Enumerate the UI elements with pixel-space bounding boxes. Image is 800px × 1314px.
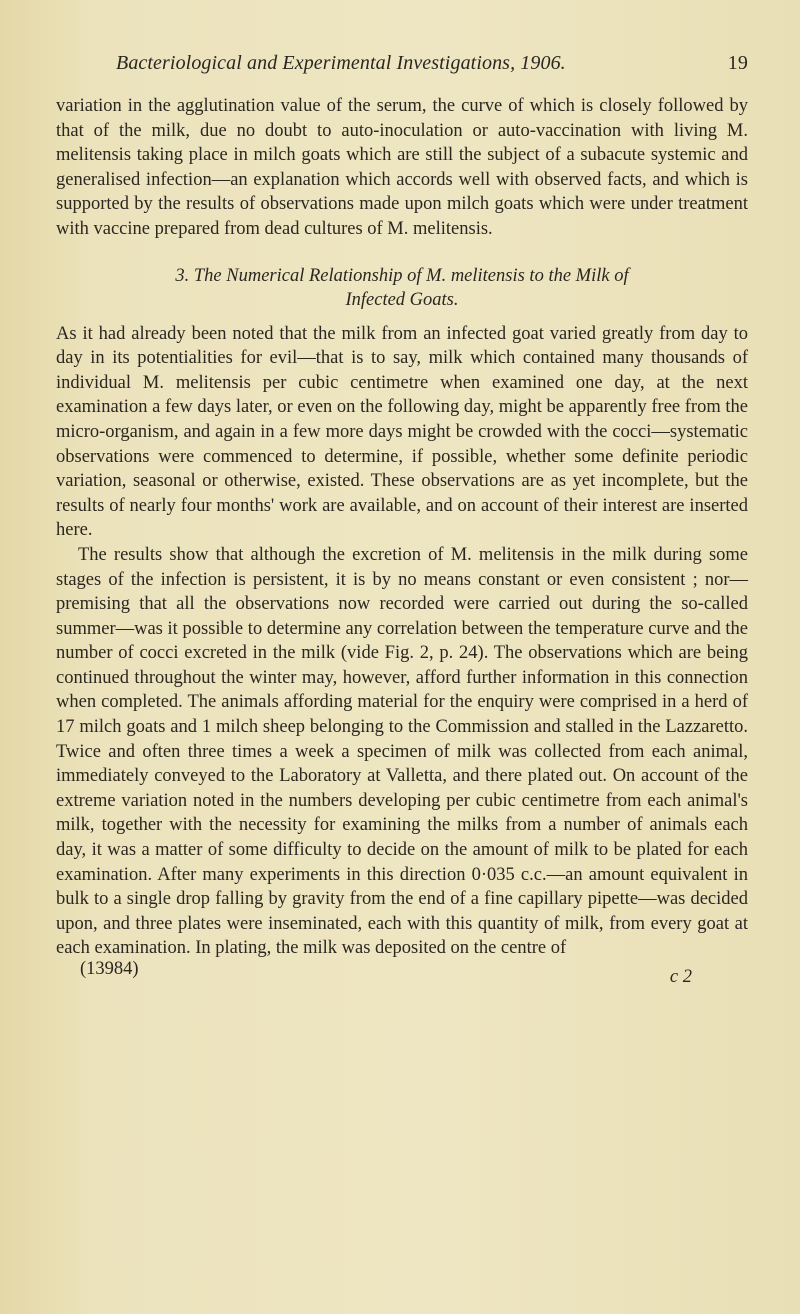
paragraph-2: As it had already been noted that the milk from an infected goat varied greatly from day to day in its potentialities for evil—that is to say, milk which contained many thousands of individual M. melitensis per cubic centimetre when examined one day, at the next examination a few days later, or even on the following day, might be apparently free from the micro-organism, and again in a few more days might be crowded with the cocci—systematic observations were commenced to determine, if possible, whether some definite periodic variation, seasonal or otherwise, existed. These observations are as yet incomplete, but the results of nearly four months' work are available, and on account of their interest are inserted here. <box>56 323 748 541</box>
section-heading-line-1: 3. The Numerical Relationship of M. melitensis to the Milk of <box>175 265 629 286</box>
section-heading <box>56 264 748 312</box>
page-footer <box>56 959 748 989</box>
running-head <box>116 52 748 82</box>
page-number: 19 <box>727 52 748 74</box>
printer-signature: (13984) <box>80 959 139 979</box>
sheet-mark: c 2 <box>669 967 692 987</box>
running-title: Bacteriological and Experimental Investigations, 1906. <box>116 52 566 74</box>
paragraph-3: The results show that although the excretion of M. melitensis in the milk during some stages of the infection is persistent, it is by no means constant or even consistent ; nor—premising that all the observations now recorded were carried out during the so-called summer—was it possible to determine any correlation between the temperature curve and the number of cocci excreted in the milk (vide Fig. 2, p. 24). The observations which are being continued throughout the winter may, however, afford further information in this connection when completed. The animals affording material for the enquiry were comprised in a herd of 17 milch goats and 1 milch sheep belonging to the Commission and stalled in the Lazzaretto. Twice and often three times a week a specimen of milk was collected from each animal, immediately conveyed to the Laboratory at Valletta, and there plated out. On account of the extreme variation noted in the numbers developing per cubic centimetre from each animal's milk, together with the necessity for examining the milks from a number of animals each day, it was a matter of some difficulty to decide on the amount of milk to be plated for each examination. After many experiments in this direction 0·035 c.c.—an amount equivalent in bulk to a single drop falling by gravity from the end of a fine capillary pipette—was decided upon, and three plates were inseminated, each with this quantity of milk, from every goat at each examination. In plating, the milk was deposited on the centre of <box>56 544 748 959</box>
paragraph-1: variation in the agglutination value of the serum, the curve of which is closely followed by that of the milk, due no doubt to auto-inoculation or auto-vaccination with living M. melitensis taking place in milch goats which are still the subject of a subacute systemic and generalised infection—an explanation which accords well with observed facts, and which is supported by the results of observations made upon milch goats which were under treatment with vaccine prepared from dead cultures of M. melitensis. <box>56 96 748 239</box>
section-heading-line-2: Infected Goats. <box>345 289 459 310</box>
